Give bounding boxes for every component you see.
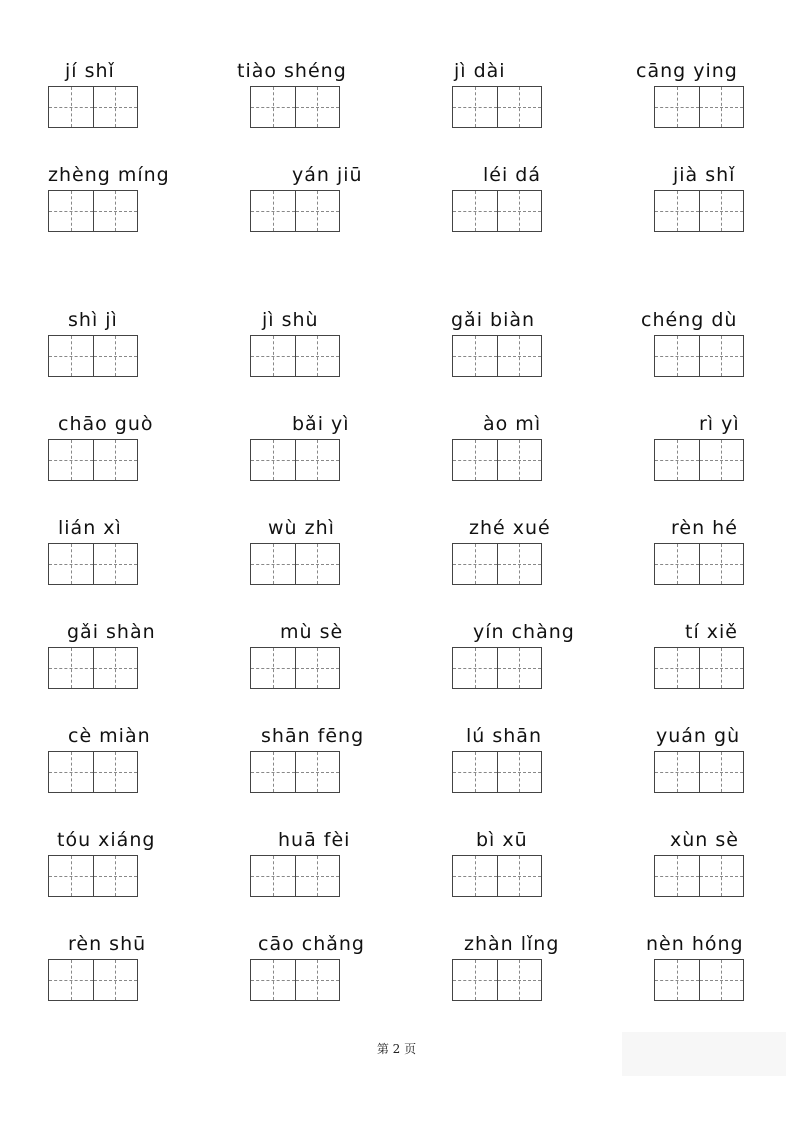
character-box[interactable] [497, 648, 542, 688]
pinyin-item [237, 58, 400, 148]
character-box[interactable] [497, 544, 542, 584]
pinyin-item [48, 162, 198, 252]
pinyin-text: shì jì [68, 309, 118, 331]
character-box[interactable] [699, 87, 744, 127]
character-box[interactable] [93, 87, 138, 127]
writing-grid[interactable] [452, 855, 542, 897]
character-box[interactable] [49, 440, 93, 480]
writing-grid[interactable] [452, 751, 542, 793]
character-box[interactable] [699, 191, 744, 231]
character-box[interactable] [251, 440, 295, 480]
pinyin-item [48, 307, 198, 397]
pinyin-text: mù sè [280, 621, 344, 643]
character-box[interactable] [655, 752, 699, 792]
character-box[interactable] [699, 544, 744, 584]
character-box[interactable] [295, 440, 340, 480]
pinyin-item [250, 515, 400, 605]
pinyin-item [452, 827, 602, 917]
pinyin-text: bǎi yì [292, 413, 350, 435]
pinyin-item [452, 162, 602, 252]
character-box[interactable] [655, 856, 699, 896]
character-box[interactable] [93, 440, 138, 480]
character-box[interactable] [93, 544, 138, 584]
writing-grid[interactable] [250, 959, 340, 1001]
pinyin-text: ào mì [483, 413, 542, 435]
pinyin-item [48, 58, 198, 148]
character-box[interactable] [453, 191, 497, 231]
pinyin-text: chāo guò [58, 413, 154, 435]
writing-grid[interactable] [250, 543, 340, 585]
pinyin-item [250, 411, 400, 501]
character-box[interactable] [295, 336, 340, 376]
character-box[interactable] [699, 336, 744, 376]
pinyin-text: jí shǐ [65, 60, 115, 82]
writing-grid[interactable] [654, 855, 744, 897]
pinyin-text: léi dá [483, 164, 541, 186]
pinyin-text: huā fèi [278, 829, 351, 851]
character-box[interactable] [497, 87, 542, 127]
character-box[interactable] [699, 856, 744, 896]
character-box[interactable] [49, 87, 93, 127]
writing-grid[interactable] [654, 190, 744, 232]
writing-grid[interactable] [452, 647, 542, 689]
pinyin-item [48, 515, 198, 605]
character-box[interactable] [251, 544, 295, 584]
character-box[interactable] [295, 191, 340, 231]
character-box[interactable] [453, 544, 497, 584]
pinyin-item [646, 931, 793, 1021]
pinyin-text: lián xì [58, 517, 122, 539]
pinyin-text: jì dài [454, 60, 506, 82]
character-box[interactable] [93, 648, 138, 688]
pinyin-item [48, 619, 198, 709]
writing-grid[interactable] [452, 335, 542, 377]
character-box[interactable] [497, 191, 542, 231]
pinyin-item [452, 619, 602, 709]
character-box[interactable] [251, 960, 295, 1000]
pinyin-item [654, 515, 793, 605]
writing-grid[interactable] [452, 543, 542, 585]
character-box[interactable] [49, 191, 93, 231]
pinyin-row-6 [0, 619, 793, 709]
pinyin-text: bì xū [476, 829, 528, 851]
pinyin-text: gǎi biàn [451, 309, 536, 331]
pinyin-text: xùn sè [670, 829, 739, 851]
pinyin-text: cè miàn [68, 725, 151, 747]
character-box[interactable] [295, 752, 340, 792]
pinyin-text: chéng dù [641, 309, 738, 331]
character-box[interactable] [497, 336, 542, 376]
writing-grid[interactable] [452, 959, 542, 1001]
pinyin-text: yuán gù [656, 725, 741, 747]
character-box[interactable] [655, 648, 699, 688]
pinyin-item [48, 723, 198, 813]
character-box[interactable] [49, 960, 93, 1000]
character-box[interactable] [295, 544, 340, 584]
character-box[interactable] [453, 648, 497, 688]
pinyin-row-5 [0, 515, 793, 605]
pinyin-item [48, 931, 198, 1021]
writing-grid[interactable] [48, 86, 138, 128]
writing-grid[interactable] [250, 335, 340, 377]
writing-grid[interactable] [48, 543, 138, 585]
character-box[interactable] [655, 336, 699, 376]
pinyin-text: rèn shū [68, 933, 147, 955]
character-box[interactable] [251, 191, 295, 231]
character-box[interactable] [93, 960, 138, 1000]
pinyin-row-4 [0, 411, 793, 501]
character-box[interactable] [699, 440, 744, 480]
pinyin-item [452, 515, 602, 605]
pinyin-text: zhèng míng [48, 164, 170, 186]
pinyin-text: rì yì [699, 413, 740, 435]
writing-grid[interactable] [48, 647, 138, 689]
character-box[interactable] [699, 752, 744, 792]
pinyin-item [641, 307, 793, 397]
pinyin-item [452, 58, 602, 148]
pinyin-text: cāo chǎng [258, 933, 365, 955]
character-box[interactable] [453, 336, 497, 376]
character-box[interactable] [251, 752, 295, 792]
writing-grid[interactable] [654, 439, 744, 481]
pinyin-row-2 [0, 162, 793, 252]
character-box[interactable] [655, 87, 699, 127]
character-box[interactable] [453, 960, 497, 1000]
pinyin-item [250, 931, 400, 1021]
writing-grid[interactable] [48, 190, 138, 232]
character-box[interactable] [93, 191, 138, 231]
character-box[interactable] [655, 440, 699, 480]
pinyin-row-1 [0, 58, 793, 148]
writing-grid[interactable] [250, 855, 340, 897]
pinyin-item [250, 723, 400, 813]
writing-grid[interactable] [250, 647, 340, 689]
character-box[interactable] [295, 87, 340, 127]
writing-grid[interactable] [654, 959, 744, 1001]
writing-grid[interactable] [654, 751, 744, 793]
character-box[interactable] [497, 440, 542, 480]
page-number: 第 2 页 [376, 1042, 417, 1056]
character-box[interactable] [295, 960, 340, 1000]
pinyin-item [452, 931, 602, 1021]
writing-grid[interactable] [452, 190, 542, 232]
character-box[interactable] [251, 336, 295, 376]
writing-grid[interactable] [250, 751, 340, 793]
character-box[interactable] [251, 87, 295, 127]
pinyin-item [250, 619, 400, 709]
pinyin-item [654, 411, 793, 501]
character-box[interactable] [453, 752, 497, 792]
character-box[interactable] [93, 336, 138, 376]
pinyin-text: zhé xué [469, 517, 551, 539]
writing-grid[interactable] [250, 190, 340, 232]
writing-grid[interactable] [654, 543, 744, 585]
pinyin-text: lú shān [466, 725, 542, 747]
character-box[interactable] [453, 440, 497, 480]
character-box[interactable] [49, 752, 93, 792]
character-box[interactable] [295, 856, 340, 896]
writing-grid[interactable] [48, 751, 138, 793]
pinyin-text: nèn hóng [646, 933, 744, 955]
pinyin-row-7 [0, 723, 793, 813]
character-box[interactable] [453, 856, 497, 896]
pinyin-text: shān fēng [261, 725, 365, 747]
character-box[interactable] [251, 648, 295, 688]
character-box[interactable] [49, 544, 93, 584]
pinyin-item [250, 827, 400, 917]
character-box[interactable] [655, 544, 699, 584]
character-box[interactable] [497, 752, 542, 792]
pinyin-text: wù zhì [268, 517, 335, 539]
pinyin-item [48, 827, 198, 917]
writing-grid[interactable] [48, 959, 138, 1001]
character-box[interactable] [497, 960, 542, 1000]
pinyin-row-3 [0, 307, 793, 397]
pinyin-item [636, 58, 793, 148]
pinyin-item [452, 307, 602, 397]
pinyin-text: cāng ying [636, 60, 738, 82]
pinyin-item [654, 162, 793, 252]
pinyin-item [250, 307, 400, 397]
character-box[interactable] [453, 87, 497, 127]
pinyin-text: tí xiě [685, 621, 738, 643]
pinyin-item [452, 411, 602, 501]
writing-grid[interactable] [654, 86, 744, 128]
pinyin-item [452, 723, 602, 813]
character-box[interactable] [49, 336, 93, 376]
character-box[interactable] [699, 648, 744, 688]
character-box[interactable] [295, 648, 340, 688]
pinyin-text: jià shǐ [673, 164, 736, 186]
character-box[interactable] [655, 191, 699, 231]
writing-grid[interactable] [452, 86, 542, 128]
pinyin-row-8 [0, 827, 793, 917]
writing-grid[interactable] [250, 86, 340, 128]
pinyin-text: zhàn lǐng [464, 933, 560, 955]
pinyin-text: tóu xiáng [57, 829, 156, 851]
writing-grid[interactable] [48, 335, 138, 377]
character-box[interactable] [655, 960, 699, 1000]
writing-grid[interactable] [250, 439, 340, 481]
character-box[interactable] [93, 856, 138, 896]
pinyin-item [48, 411, 198, 501]
writing-grid[interactable] [654, 335, 744, 377]
pinyin-row-9 [0, 931, 793, 1021]
character-box[interactable] [497, 856, 542, 896]
pinyin-text: rèn hé [671, 517, 738, 539]
pinyin-text: gǎi shàn [67, 621, 156, 643]
character-box[interactable] [49, 856, 93, 896]
character-box[interactable] [93, 752, 138, 792]
pinyin-item [250, 162, 400, 252]
writing-grid[interactable] [452, 439, 542, 481]
pinyin-item [654, 827, 793, 917]
character-box[interactable] [699, 960, 744, 1000]
character-box[interactable] [251, 856, 295, 896]
pinyin-text: yán jiū [292, 164, 363, 186]
pinyin-item [654, 723, 793, 813]
pinyin-item [654, 619, 793, 709]
pinyin-text: yín chàng [473, 621, 575, 643]
pinyin-text: tiào shéng [237, 60, 347, 82]
character-box[interactable] [49, 648, 93, 688]
pinyin-text: jì shù [262, 309, 319, 331]
writing-grid[interactable] [48, 855, 138, 897]
writing-grid[interactable] [654, 647, 744, 689]
writing-grid[interactable] [48, 439, 138, 481]
